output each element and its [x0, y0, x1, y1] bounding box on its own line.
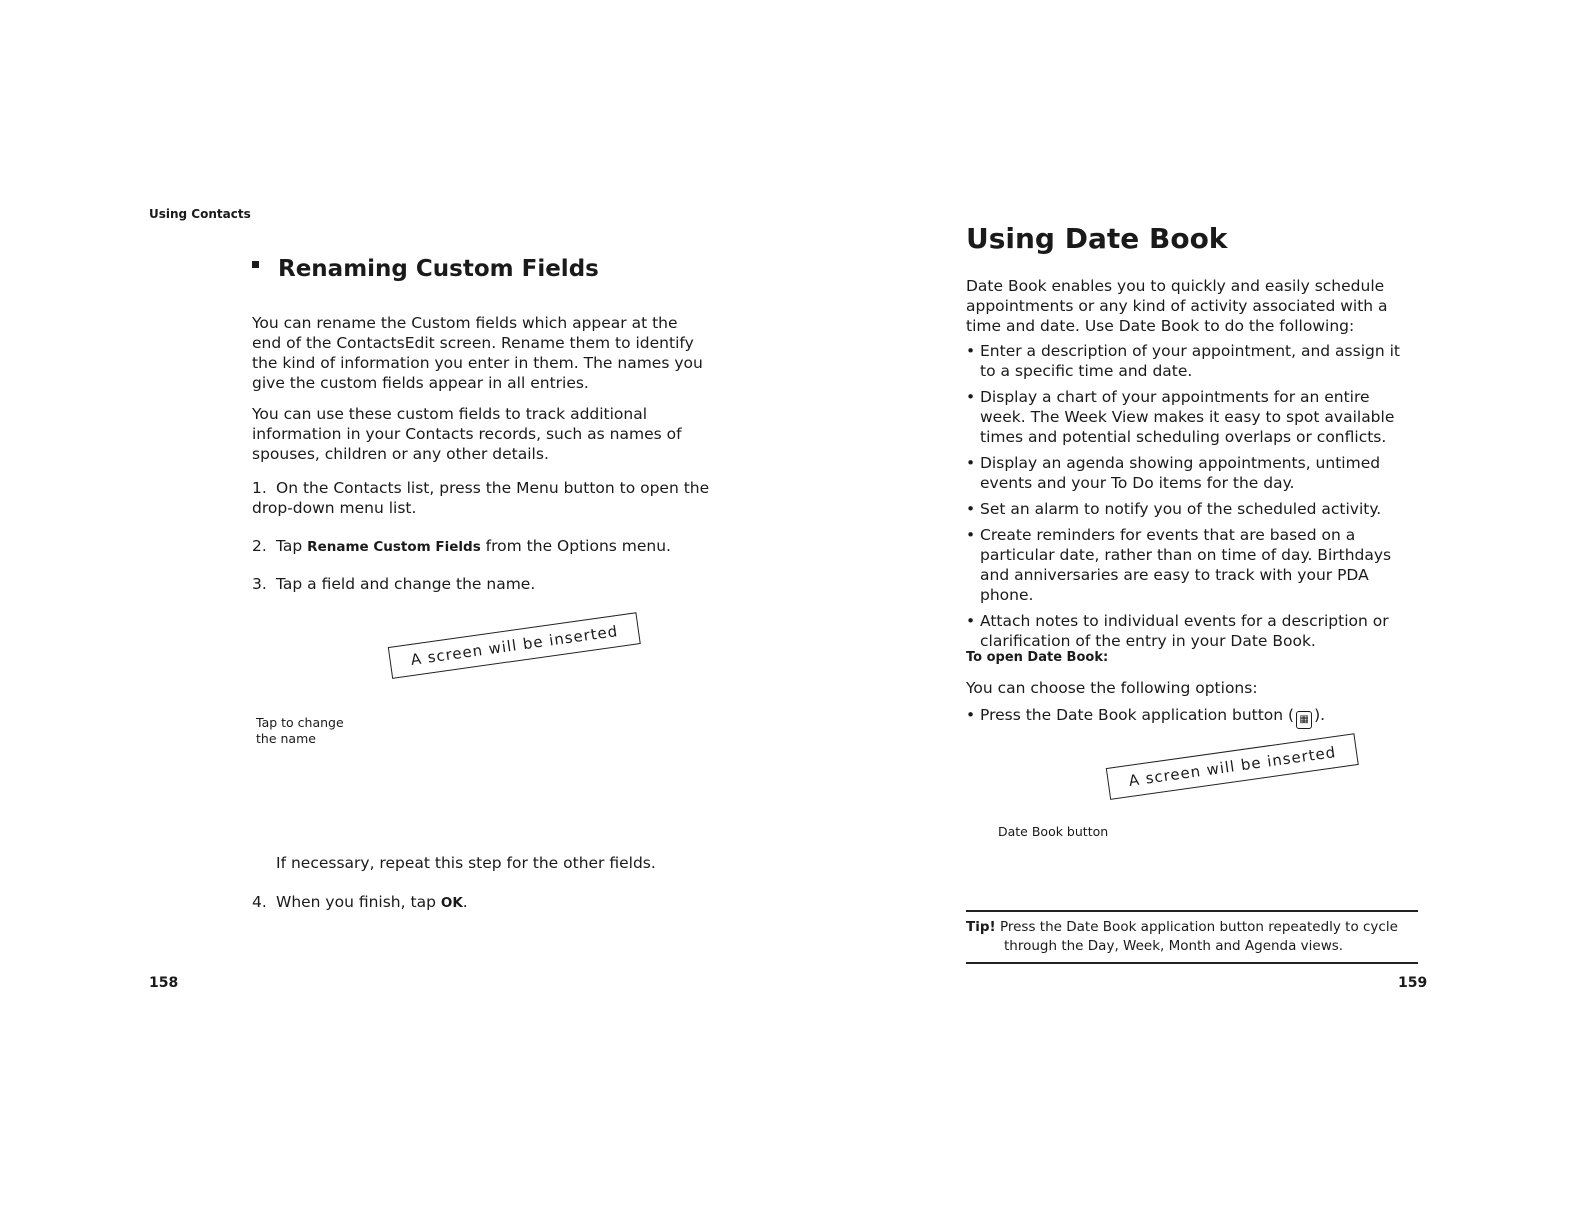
step-text: On the Contacts list, press the Menu button to open the drop-down menu list. — [252, 479, 710, 517]
step-1: 1. On the Contacts list, press the Menu button to open the drop-down menu list. — [252, 479, 710, 517]
intro-text — [252, 313, 707, 464]
options-intro: You can choose the following options: — [966, 679, 1258, 697]
date-book-intro: Date Book enables you to quickly and easily schedule appointments or any kind of activity associated with a time and date. Use Date Book to do the following: — [966, 277, 1388, 335]
intro-paragraph: You can rename the Custom fields which appear at the end of the ContactsEdit screen. Rename them to identify the kind of information you enter in them. The names you give the custom fields appear in all entries. — [252, 314, 703, 392]
list-item: • Attach notes to individual events for a description or clarification of the entry in your Date Book. — [966, 611, 1418, 651]
screen-placeholder: A screen will be inserted — [1106, 733, 1359, 800]
options-list — [966, 705, 1418, 735]
date-book-button-icon: ▦ — [1296, 711, 1312, 729]
list-item: • Press the Date Book application button ( ▦ ). — [966, 705, 1418, 729]
subheading: To open Date Book: — [966, 650, 1109, 665]
page-number-left: 158 — [149, 975, 179, 991]
callout-label: Tap to change the name — [256, 715, 344, 746]
bullet-square-icon — [252, 261, 259, 268]
list-item: • Enter a description of your appointment, and assign it to a specific time and date. — [966, 341, 1418, 381]
tip-bottom-rule — [966, 962, 1418, 964]
step-2: 2. Tap Rename Custom Fields from the Options menu. — [252, 537, 671, 555]
list-item: • Display a chart of your appointments for an entire week. The Week View makes it easy to spot available times and potential scheduling overlaps or conflicts. — [966, 387, 1418, 447]
tip-box: Tip! Press the Date Book application button repeatedly to cycle through the Day, Week, Month and Agenda views. — [966, 919, 1398, 954]
section-title-text: Renaming Custom Fields — [278, 256, 599, 282]
step-4: 4. When you finish, tap OK. — [252, 893, 468, 911]
tip-label: Tip! — [966, 919, 996, 935]
menu-item-name: Rename Custom Fields — [307, 539, 481, 555]
list-item: • Create reminders for events that are based on a particular date, rather than on time of day. Birthdays and anniversaries are easy to track with your PDA phone. — [966, 525, 1418, 605]
step-3: 3. Tap a field and change the name. — [252, 575, 536, 593]
page-number-right: 159 — [1398, 975, 1428, 991]
list-item: • Set an alarm to notify you of the scheduled activity. — [966, 499, 1418, 519]
ok-label: OK — [440, 895, 463, 911]
section-title — [252, 256, 599, 282]
running-header: Using Contacts — [149, 207, 251, 221]
feature-list — [966, 341, 1418, 657]
callout-label: Date Book button — [998, 824, 1109, 839]
intro-paragraph: You can use these custom fields to track additional information in your Contacts records, such as names of spouses, children or any other details. — [252, 405, 682, 463]
step-text: Tap a field and change the name. — [276, 575, 536, 593]
screen-placeholder: A screen will be inserted — [388, 612, 641, 679]
page-title: Using Date Book — [966, 222, 1228, 255]
tip-top-rule — [966, 910, 1418, 912]
list-item: • Display an agenda showing appointments, untimed events and your To Do items for the day. — [966, 453, 1418, 493]
repeat-note: If necessary, repeat this step for the other fields. — [276, 854, 656, 872]
